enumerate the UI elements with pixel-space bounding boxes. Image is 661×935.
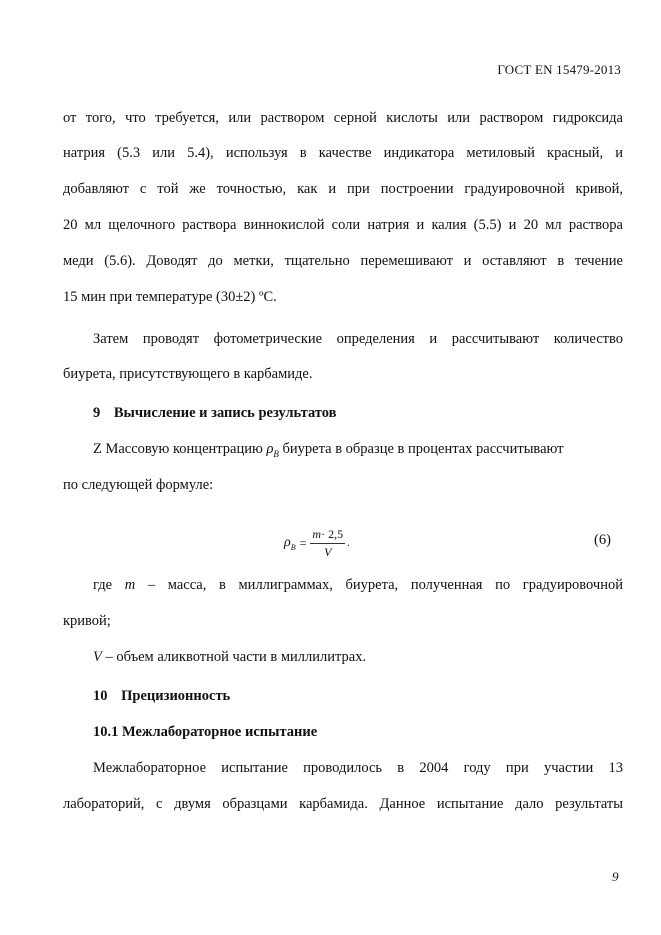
formula-equals: = xyxy=(299,536,307,550)
paragraph-line xyxy=(63,441,623,459)
formula-lhs: $\rho_B$ xyxy=(284,535,296,552)
text-span: Z Массовую концентрацию xyxy=(93,441,267,457)
text-span: где xyxy=(93,577,125,593)
paragraph-line: лабораторий, с двумя образцами карбамида. Данное испытание дало результаты xyxy=(63,796,623,812)
paragraph-line: меди (5.6). Доводят до метки, тщательно перемешивают и оставляют в течение xyxy=(63,253,623,269)
text-span: – масса, в миллиграммах, биурета, полученная по градуировочной xyxy=(135,577,623,593)
variable-v: V xyxy=(93,649,102,665)
formula-end: . xyxy=(347,538,350,549)
paragraph-line: от того, что требуется, или раствором серной кислоты или раствором гидроксида xyxy=(63,110,623,126)
section-heading xyxy=(93,405,336,422)
section-title: Прецизионность xyxy=(121,688,231,704)
paragraph-line: Затем проводят фотометрические определения и рассчитывают количество xyxy=(93,331,623,347)
paragraph-line: кривой; xyxy=(63,613,111,629)
subsection-heading: 10.1 Межлабораторное испытание xyxy=(93,724,318,740)
section-title: Вычисление и запись результатов xyxy=(113,405,337,421)
formula-fraction xyxy=(310,527,345,560)
paragraph-line: Межлабораторное испытание проводилось в 2004 году при участии 13 xyxy=(93,760,623,776)
paragraph-line: биурета, присутствующего в карбамиде. xyxy=(63,366,313,382)
page-number: 9 xyxy=(612,869,619,884)
formula-denominator: V xyxy=(324,545,332,559)
formula-number: (6) xyxy=(594,532,611,548)
document-header: ГОСТ EN 15479-2013 xyxy=(497,62,621,77)
section-number: 9 xyxy=(93,405,101,421)
variable-m: m xyxy=(124,577,136,593)
section-number: 10 xyxy=(93,688,108,704)
paragraph-line xyxy=(63,577,623,594)
text-span: – объем аликвотной части в миллилитрах. xyxy=(101,649,367,665)
text-span: биурета в образце в процентах рассчитывают xyxy=(278,441,564,457)
section-heading xyxy=(93,688,230,705)
formula-6 xyxy=(284,527,350,560)
paragraph-line: по следующей формуле: xyxy=(63,477,214,493)
rho-symbol: $\rho_B$ xyxy=(266,441,279,459)
paragraph-line: 20 мл щелочного раствора виннокислой соли натрия и калия (5.5) и 20 мл раствора xyxy=(63,217,623,233)
paragraph-line: натрия (5.3 или 5.4), используя в качестве индикатора метиловый красный, и xyxy=(63,145,623,161)
paragraph-line: 15 мин при температуре (30±2) ºС. xyxy=(63,289,277,305)
paragraph-line: добавляют с той же точностью, как и при построении градуировочной кривой, xyxy=(63,181,623,197)
formula-numerator: m· 2,5 xyxy=(310,527,345,544)
paragraph-line xyxy=(63,649,623,666)
